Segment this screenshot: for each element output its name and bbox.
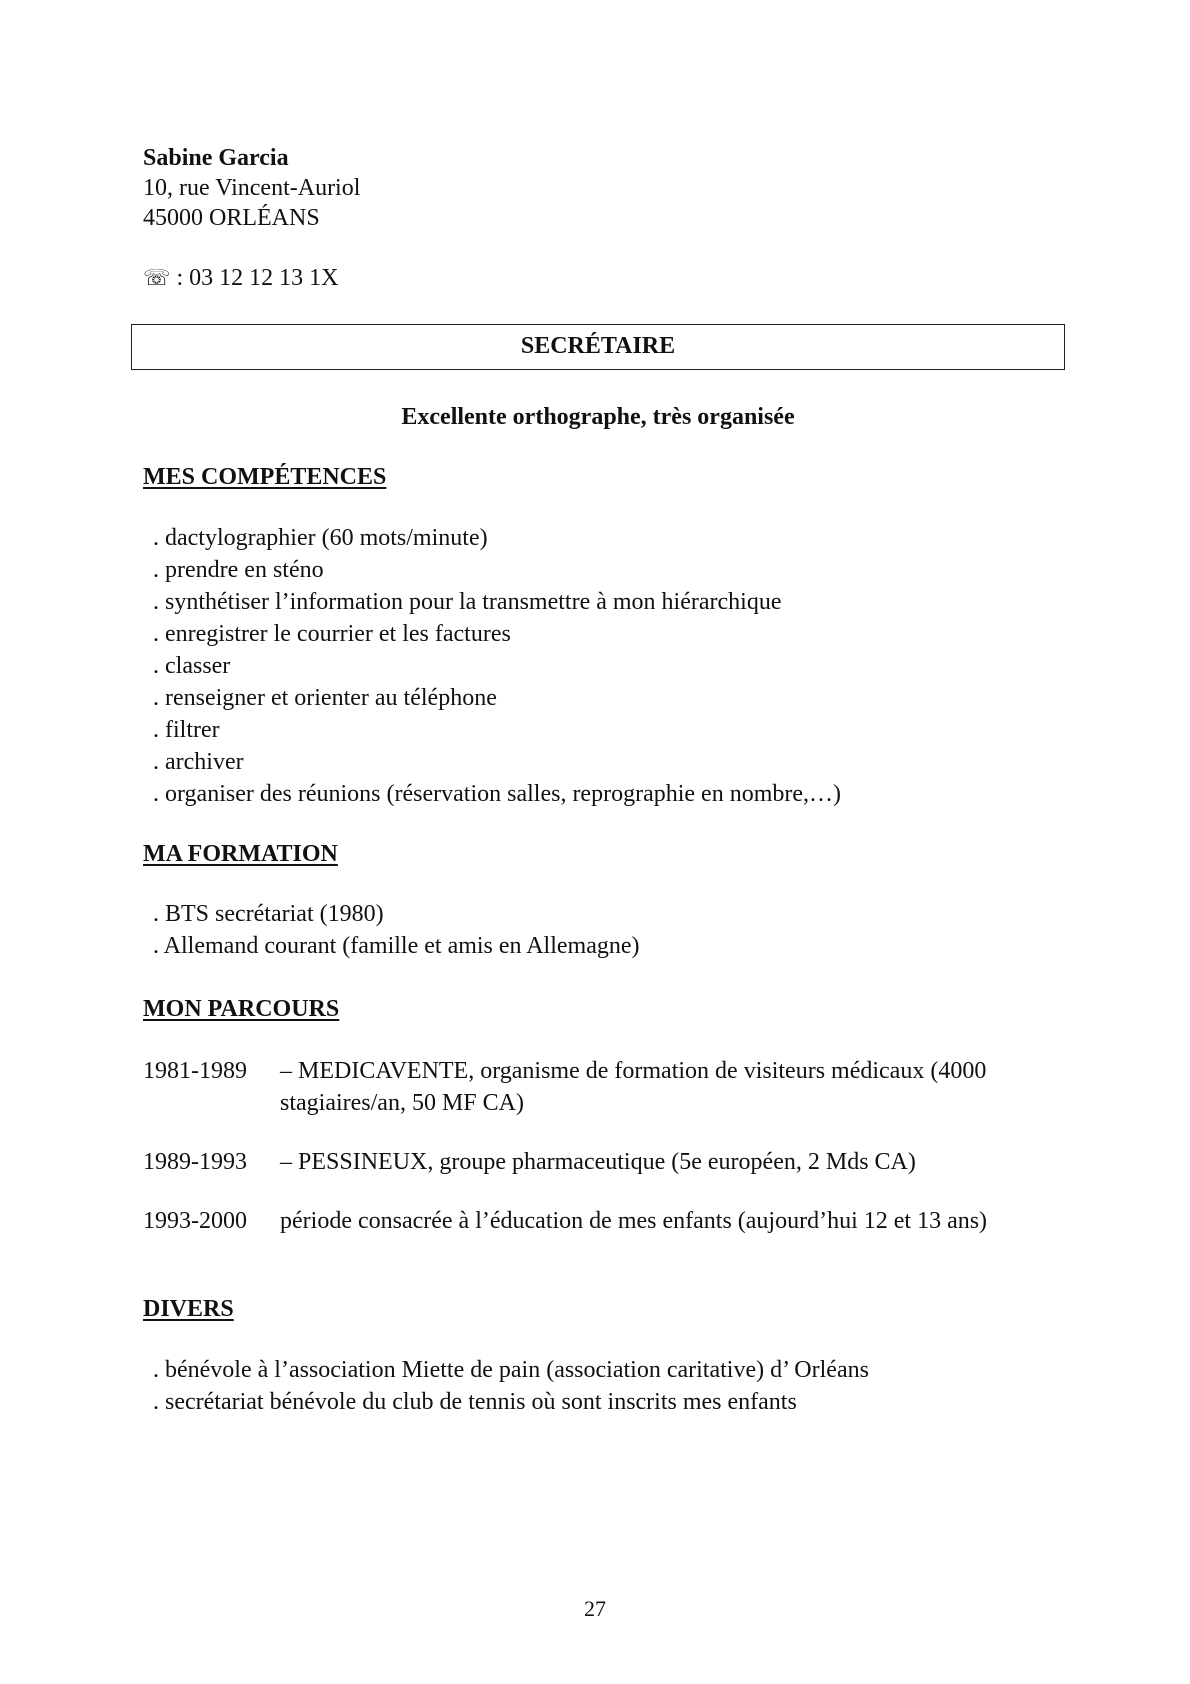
career-list bbox=[143, 1055, 1043, 1264]
phone-number: : 03 12 12 13 1X bbox=[170, 265, 339, 291]
career-description: – PESSINEUX, groupe pharmaceutique (5e européen, 2 Mds CA) bbox=[280, 1149, 916, 1175]
career-years: 1989-1993 bbox=[143, 1149, 247, 1175]
divers-list bbox=[153, 1354, 869, 1418]
list-item: . organiser des réunions (réservation salles, reprographie en nombre,…) bbox=[153, 781, 841, 807]
career-entry bbox=[143, 1146, 1043, 1178]
list-item: . Allemand courant (famille et amis en Allemagne) bbox=[153, 933, 640, 959]
career-entry bbox=[143, 1205, 1043, 1237]
contact-block bbox=[143, 143, 360, 294]
career-entry bbox=[143, 1055, 1043, 1119]
list-item: . classer bbox=[153, 653, 231, 679]
contact-street: 10, rue Vincent-Auriol bbox=[143, 175, 361, 201]
list-item: . archiver bbox=[153, 749, 244, 775]
competences-list bbox=[153, 522, 841, 810]
list-item: . prendre en sténo bbox=[153, 557, 324, 583]
career-years: 1981-1989 bbox=[143, 1058, 247, 1084]
section-heading-competences: MES COMPÉTENCES bbox=[143, 464, 387, 490]
list-item: . synthétiser l’information pour la transmettre à mon hiérarchique bbox=[153, 589, 782, 615]
list-item: . dactylographier (60 mots/minute) bbox=[153, 525, 488, 551]
list-item: . secrétariat bénévole du club de tennis où sont inscrits mes enfants bbox=[153, 1389, 797, 1415]
list-item: . filtrer bbox=[153, 717, 220, 743]
list-item: . enregistrer le courrier et les factures bbox=[153, 621, 511, 647]
career-description: – MEDICAVENTE, organisme de formation de visiteurs médicaux (4000 stagiaires/an, 50 MF CA) bbox=[280, 1058, 987, 1116]
section-heading-formation: MA FORMATION bbox=[143, 841, 338, 867]
list-item: . BTS secrétariat (1980) bbox=[153, 901, 384, 927]
section-heading-parcours: MON PARCOURS bbox=[143, 996, 340, 1022]
page-number: 27 bbox=[584, 1596, 606, 1621]
contact-name: Sabine Garcia bbox=[143, 145, 289, 171]
career-years: 1993-2000 bbox=[143, 1208, 247, 1234]
contact-phone bbox=[143, 263, 360, 294]
phone-icon: ☏ bbox=[143, 266, 171, 291]
job-title-box: SECRÉTAIRE bbox=[131, 324, 1065, 370]
profile-summary: Excellente orthographe, très organisée bbox=[401, 404, 795, 430]
career-description: période consacrée à l’éducation de mes enfants (aujourd’hui 12 et 13 ans) bbox=[280, 1208, 988, 1234]
list-item: . renseigner et orienter au téléphone bbox=[153, 685, 497, 711]
formation-list bbox=[153, 898, 640, 962]
contact-city: 45000 ORLÉANS bbox=[143, 205, 320, 231]
section-heading-divers: DIVERS bbox=[143, 1296, 234, 1322]
list-item: . bénévole à l’association Miette de pain (association caritative) d’ Orléans bbox=[153, 1357, 869, 1383]
